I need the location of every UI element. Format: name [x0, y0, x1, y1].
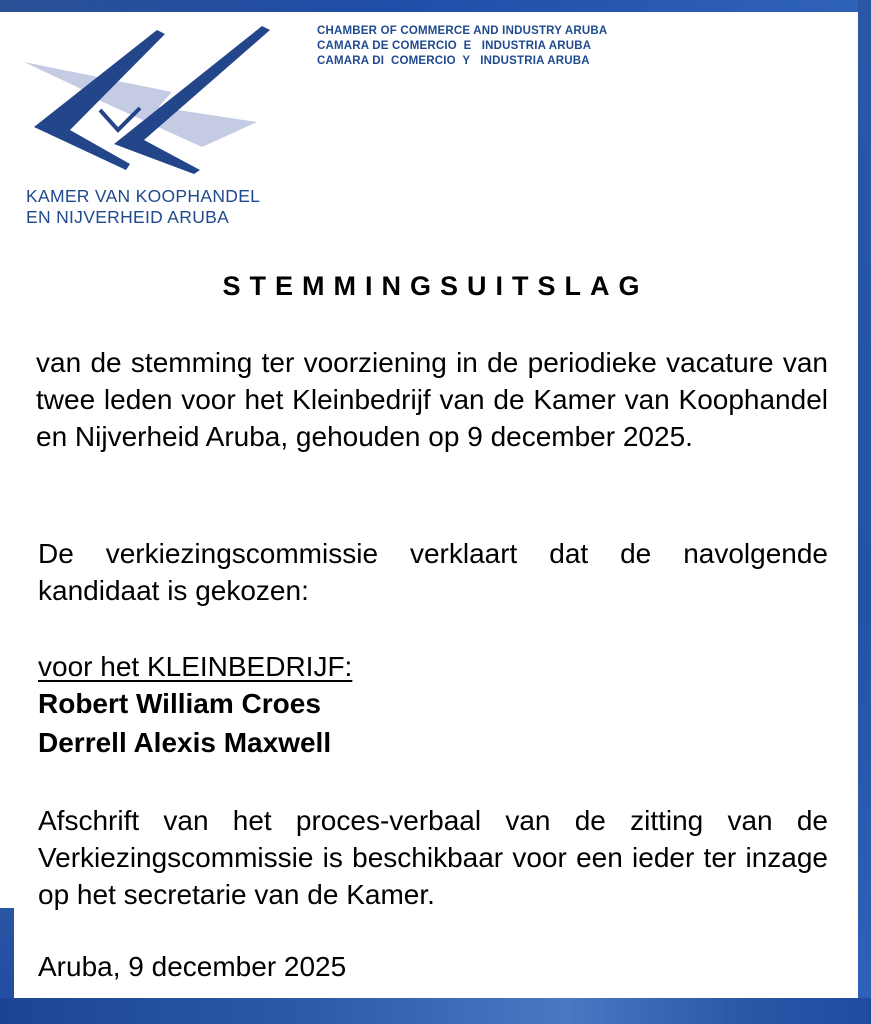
logo-name-line-2: EN NIJVERHEID ARUBA	[26, 207, 230, 227]
section-label: voor het KLEINBEDRIJF:	[38, 651, 353, 682]
document-title: STEMMINGSUITSLAG	[222, 271, 649, 301]
chamber-name-papiamento: CAMARA DI COMERCIO Y INDUSTRIA ARUBA	[317, 55, 590, 67]
frame-top-border	[0, 0, 871, 12]
place-date: Aruba, 9 december 2025	[38, 951, 347, 982]
transcript-paragraph: Afschrift van het proces-verbaal van de zitting van de Verkiezingscommissie is beschikbaar voor een ieder ter inzage op het secretarie van de Kamer.	[38, 805, 828, 910]
frame-bottom-border	[0, 998, 871, 1024]
chamber-name-english: CHAMBER OF COMMERCE AND INDUSTRY ARUBA	[317, 25, 608, 37]
logo-name-line-1: KAMER VAN KOOPHANDEL	[26, 186, 261, 206]
chamber-name-spanish: CAMARA DE COMERCIO E INDUSTRIA ARUBA	[317, 40, 592, 52]
declaration-paragraph: De verkiezingscommissie verklaart dat de navolgende kandidaat is gekozen:	[38, 538, 828, 606]
intro-paragraph: van de stemming ter voorziening in de periodieke vacature van twee leden voor het Kleinbedrijf van de Kamer van Koophandel en Nijverheid Aruba, gehouden op 9 december 2025.	[36, 347, 828, 452]
chamber-logo-icon	[22, 22, 292, 182]
candidate-name: Robert William Croes	[38, 688, 321, 719]
candidate-name: Derrell Alexis Maxwell	[38, 727, 332, 758]
frame-right-border	[858, 0, 871, 1024]
